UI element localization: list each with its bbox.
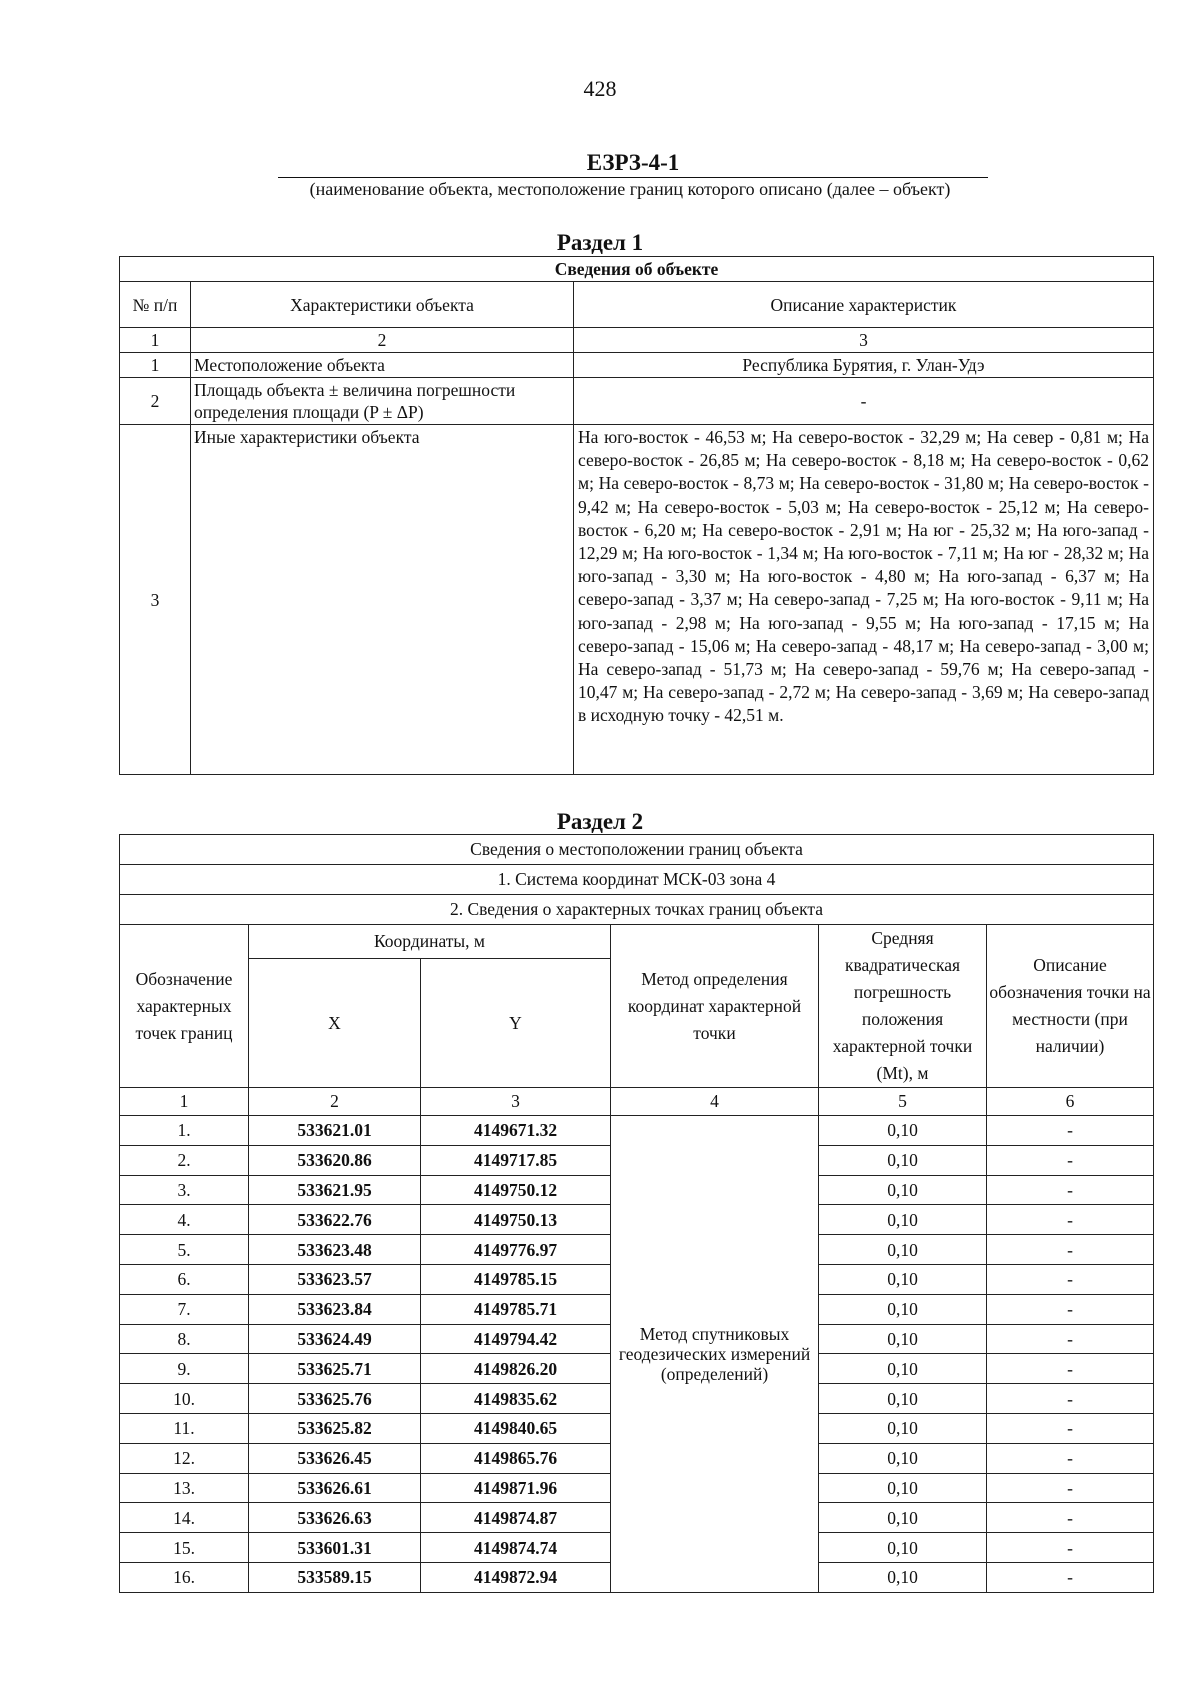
col-number: 6	[987, 1088, 1154, 1116]
header-coordinates: Координаты, м	[249, 925, 611, 959]
mt-value: 0,10	[819, 1175, 987, 1205]
row-value: На юго-восток - 46,53 м; На северо-восток - 32,29 м; На север - 0,81 м; На северо-восток - 26,85 м; На северо-восток - 8,18 м; На северо-восток - 0,62 м; На северо-восток - 8,73 м; На северо-восток - 31,80 м; На северо-восток - 9,42 м; На северо-восток - 5,03 м; На северо-восток - 25,12 м; На северо-восток - 6,20 м; На северо-восток - 2,91 м; На юг - 25,32 м; На юго-запад - 12,29 м; На юго-восток - 1,34 м; На юго-восток - 7,11 м; На юг - 28,32 м; На юго-запад - 3,30 м; На юго-восток - 4,80 м; На юго-запад - 6,37 м; На северо-запад - 3,37 м; На северо-запад - 7,25 м; На юго-восток - 9,11 м; На юго-запад - 2,98 м; На юго-запад - 9,55 м; На юго-запад - 17,15 м; На северо-запад - 15,06 м; На северо-запад - 48,17 м; На северо-запад - 3,00 м; На северо-запад - 51,73 м; На северо-запад - 59,76 м; На северо-запад - 10,47 м; На северо-запад - 2,72 м; На северо-запад - 3,69 м; На северо-запад в исходную точку - 42,51 м.	[574, 425, 1154, 775]
coord-x: 533623.57	[249, 1264, 421, 1294]
coord-x: 533623.48	[249, 1235, 421, 1265]
point-number: 16.	[120, 1562, 249, 1592]
coord-y: 4149865.76	[421, 1443, 611, 1473]
mt-value: 0,10	[819, 1384, 987, 1414]
coord-x: 533621.95	[249, 1175, 421, 1205]
point-description: -	[987, 1294, 1154, 1324]
coord-y: 4149874.87	[421, 1503, 611, 1533]
header-characteristics: Характеристики объекта	[191, 282, 574, 328]
point-description: -	[987, 1413, 1154, 1443]
header-num: № п/п	[120, 282, 191, 328]
mt-value: 0,10	[819, 1443, 987, 1473]
coord-x: 533625.71	[249, 1354, 421, 1384]
col-number: 3	[421, 1088, 611, 1116]
point-number: 11.	[120, 1413, 249, 1443]
coord-y: 4149840.65	[421, 1413, 611, 1443]
point-description: -	[987, 1264, 1154, 1294]
point-number: 9.	[120, 1354, 249, 1384]
points-title: 2. Сведения о характерных точках границ объекта	[120, 895, 1154, 925]
coord-y: 4149671.32	[421, 1116, 611, 1146]
row-num: 3	[120, 425, 191, 775]
point-number: 12.	[120, 1443, 249, 1473]
coord-x: 533620.86	[249, 1145, 421, 1175]
mt-value: 0,10	[819, 1324, 987, 1354]
point-description: -	[987, 1324, 1154, 1354]
coord-y: 4149826.20	[421, 1354, 611, 1384]
coord-x: 533626.61	[249, 1473, 421, 1503]
coord-y: 4149794.42	[421, 1324, 611, 1354]
point-description: -	[987, 1473, 1154, 1503]
coord-y: 4149874.74	[421, 1533, 611, 1563]
point-number: 7.	[120, 1294, 249, 1324]
boundary-points-table	[119, 834, 1154, 1593]
point-description: -	[987, 1533, 1154, 1563]
mt-value: 0,10	[819, 1533, 987, 1563]
page-number: 428	[583, 76, 617, 101]
row-num: 1	[120, 353, 191, 378]
header-method: Метод определения координат характерной точки	[611, 925, 819, 1088]
coord-x: 533624.49	[249, 1324, 421, 1354]
coord-y: 4149717.85	[421, 1145, 611, 1175]
coord-x: 533589.15	[249, 1562, 421, 1592]
col-number: 2	[249, 1088, 421, 1116]
header-point-description: Описание обозначения точки на местности (при наличии)	[987, 925, 1154, 1088]
coord-x: 533626.45	[249, 1443, 421, 1473]
point-description: -	[987, 1235, 1154, 1265]
mt-value: 0,10	[819, 1264, 987, 1294]
coord-x: 533622.76	[249, 1205, 421, 1235]
mt-value: 0,10	[819, 1562, 987, 1592]
point-number: 3.	[120, 1175, 249, 1205]
coord-y: 4149872.94	[421, 1562, 611, 1592]
mt-value: 0,10	[819, 1413, 987, 1443]
table-row	[120, 1116, 1154, 1146]
point-description: -	[987, 1354, 1154, 1384]
coord-y: 4149750.12	[421, 1175, 611, 1205]
point-number: 2.	[120, 1145, 249, 1175]
coord-y: 4149750.13	[421, 1205, 611, 1235]
point-description: -	[987, 1443, 1154, 1473]
col-number: 2	[191, 328, 574, 353]
mt-value: 0,10	[819, 1473, 987, 1503]
point-number: 1.	[120, 1116, 249, 1146]
point-number: 6.	[120, 1264, 249, 1294]
coord-x: 533625.82	[249, 1413, 421, 1443]
point-number: 13.	[120, 1473, 249, 1503]
col-number: 4	[611, 1088, 819, 1116]
point-description: -	[987, 1145, 1154, 1175]
mt-value: 0,10	[819, 1205, 987, 1235]
header-x: X	[249, 959, 421, 1088]
col-number: 3	[574, 328, 1154, 353]
table-row	[120, 378, 1154, 425]
point-number: 14.	[120, 1503, 249, 1533]
point-description: -	[987, 1384, 1154, 1414]
row-name: Иные характеристики объекта	[191, 425, 574, 775]
boundary-table-title: Сведения о местоположении границ объекта	[120, 835, 1154, 865]
point-description: -	[987, 1175, 1154, 1205]
mt-value: 0,10	[819, 1503, 987, 1533]
coord-y: 4149871.96	[421, 1473, 611, 1503]
mt-value: 0,10	[819, 1235, 987, 1265]
object-info-table	[119, 256, 1154, 775]
point-number: 10.	[120, 1384, 249, 1414]
mt-value: 0,10	[819, 1145, 987, 1175]
point-number: 8.	[120, 1324, 249, 1354]
coord-y: 4149785.71	[421, 1294, 611, 1324]
point-number: 15.	[120, 1533, 249, 1563]
row-value: Республика Бурятия, г. Улан-Удэ	[574, 353, 1154, 378]
header-description: Описание характеристик	[574, 282, 1154, 328]
row-name: Местоположение объекта	[191, 353, 574, 378]
coordinate-system: 1. Система координат МСК-03 зона 4	[120, 865, 1154, 895]
coord-x: 533621.01	[249, 1116, 421, 1146]
object-name: ЕЗРЗ-4-1	[278, 150, 988, 178]
row-name: Площадь объекта ± величина погрешности определения площади (P ± ΔP)	[191, 378, 574, 425]
row-num: 2	[120, 378, 191, 425]
object-info-table-title: Сведения об объекте	[120, 257, 1154, 282]
section-2-title: Раздел 2	[556, 809, 644, 834]
mt-value: 0,10	[819, 1354, 987, 1384]
mt-value: 0,10	[819, 1116, 987, 1146]
coord-x: 533625.76	[249, 1384, 421, 1414]
coord-x: 533626.63	[249, 1503, 421, 1533]
coord-y: 4149776.97	[421, 1235, 611, 1265]
mt-value: 0,10	[819, 1294, 987, 1324]
header-y: Y	[421, 959, 611, 1088]
col-number: 5	[819, 1088, 987, 1116]
section-1-title: Раздел 1	[556, 230, 644, 255]
col-number: 1	[120, 328, 191, 353]
point-number: 5.	[120, 1235, 249, 1265]
point-description: -	[987, 1562, 1154, 1592]
coord-y: 4149785.15	[421, 1264, 611, 1294]
coord-y: 4149835.62	[421, 1384, 611, 1414]
table-row	[120, 353, 1154, 378]
col-number: 1	[120, 1088, 249, 1116]
coord-x: 533601.31	[249, 1533, 421, 1563]
method-cell: Метод спутниковых геодезических измерений (определений)	[611, 1116, 819, 1593]
coord-x: 533623.84	[249, 1294, 421, 1324]
object-caption: (наименование объекта, местоположение границ которого описано (далее – объект)	[309, 179, 951, 199]
header-error: Средняя квадратическая погрешность положения характерной точки (Mt), м	[819, 925, 987, 1088]
point-description: -	[987, 1116, 1154, 1146]
row-value: -	[574, 378, 1154, 425]
point-number: 4.	[120, 1205, 249, 1235]
table-row	[120, 425, 1154, 775]
header-designation: Обозначение характерных точек границ	[120, 925, 249, 1088]
point-description: -	[987, 1205, 1154, 1235]
point-description: -	[987, 1503, 1154, 1533]
